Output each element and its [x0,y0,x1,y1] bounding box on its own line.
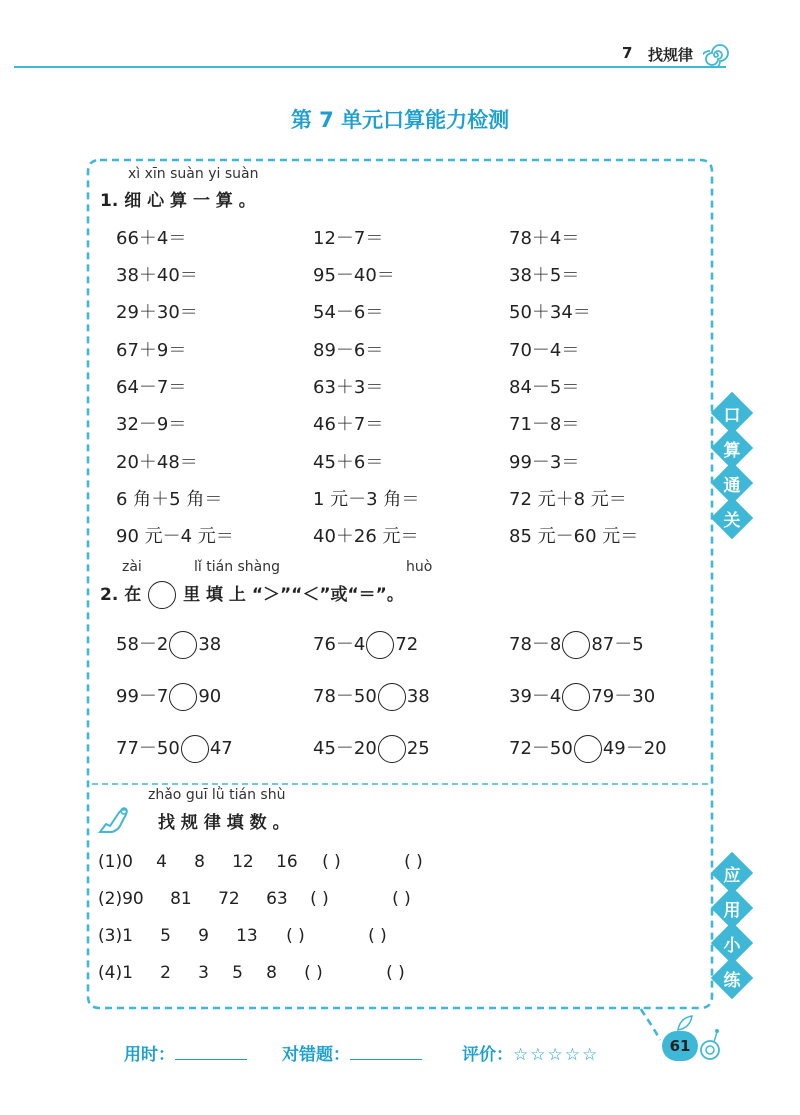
calc-item: 38＋5＝ [509,265,580,286]
sequence-row: (4)1 2 3 5 8 ( ) ( ) [98,963,405,983]
answer-blank[interactable]: ( ) [386,963,405,983]
compare-item: 76－4 72 [313,630,418,659]
calc-item: 70－4＝ [509,340,580,361]
calc-item: 99－3＝ [509,452,580,473]
calc-item: 6 角＋5 角＝ [116,489,223,510]
compare-item: 45－20 25 [313,734,430,763]
calc-item: 67＋9＝ [116,340,187,361]
calc-item: 78＋4＝ [509,228,580,249]
sequence-row: (3)1 5 9 13 ( ) ( ) [98,926,387,946]
section2-pinyin-huo: huò [406,559,433,575]
side-tag-guan: 关 [711,497,753,539]
section2-pinyin-li: lǐ tián shàng [194,559,281,575]
compare-circle[interactable] [378,735,406,763]
page-number: 61 [662,1031,698,1061]
calc-item: 46＋7＝ [313,414,384,435]
errors-blank[interactable] [350,1045,422,1060]
compare-circle[interactable] [169,683,197,711]
answer-blank[interactable]: ( ) [392,889,411,909]
calc-item: 54－6＝ [313,302,384,323]
section2-title-prefix: 2. 在 [100,585,142,605]
footer-rating: 评价：☆☆☆☆☆ [462,1045,600,1065]
side-tag-yong: 用 [711,887,753,929]
compare-item: 39－4 79－30 [509,682,655,711]
footer-errors: 对错题： [282,1040,422,1065]
calc-item: 32－9＝ [116,414,187,435]
compare-circle[interactable] [169,631,197,659]
side-tag-ying: 应 [711,852,753,894]
pointing-hand-icon [96,804,132,836]
section3-title: 找 规 律 填 数 。 [158,813,290,833]
answer-blank[interactable]: ( ) [310,889,329,909]
calc-item: 84－5＝ [509,377,580,398]
chapter-title: 找规律 [648,46,694,64]
section2-title-suffix: 里 填 上 “＞”“＜”或“＝”。 [183,585,404,605]
calc-item: 85 元－60 元＝ [509,526,639,547]
calc-item: 40＋26 元＝ [313,526,419,547]
calc-item: 90 元－4 元＝ [116,526,234,547]
compare-circle[interactable] [378,683,406,711]
compare-item: 72－50 49－20 [509,734,667,763]
side-tag-suan: 算 [711,427,753,469]
answer-blank[interactable]: ( ) [404,852,423,872]
snail-icon [698,1026,724,1062]
time-blank[interactable] [175,1045,247,1060]
calc-item: 29＋30＝ [116,302,198,323]
answer-blank[interactable]: ( ) [322,852,341,872]
leaf-icon [676,1014,694,1032]
side-tag-tong: 通 [711,462,753,504]
page-title: 第 7 单元口算能力检测 [290,108,510,132]
compare-circle[interactable] [562,683,590,711]
compare-item: 78－8 87－5 [509,630,644,659]
calc-item: 66＋4＝ [116,228,187,249]
calc-item: 1 元－3 角＝ [313,489,420,510]
compare-item: 78－50 38 [313,682,430,711]
answer-blank[interactable]: ( ) [286,926,305,946]
calc-item: 95－40＝ [313,265,395,286]
compare-circle[interactable] [366,631,394,659]
calc-item: 45＋6＝ [313,452,384,473]
calc-item: 38＋40＝ [116,265,198,286]
compare-circle[interactable] [574,735,602,763]
section2-pinyin-zai: zài [122,559,142,575]
sequence-row: (2)90 81 72 63 ( ) ( ) [98,889,411,909]
calc-item: 71－8＝ [509,414,580,435]
calc-item: 64－7＝ [116,377,187,398]
calc-item: 72 元＋8 元＝ [509,489,627,510]
footer-time: 用时： [124,1040,247,1065]
compare-item: 99－7 90 [116,682,221,711]
section1-title: 1. 细 心 算 一 算 。 [100,191,256,211]
calc-item: 12－7＝ [313,228,384,249]
side-tag-kou: 口 [711,392,753,434]
calc-item: 89－6＝ [313,340,384,361]
answer-circle-icon [148,581,176,609]
compare-circle[interactable] [562,631,590,659]
side-tag-lian: 练 [711,957,753,999]
compare-item: 77－50 47 [116,734,233,763]
answer-blank[interactable]: ( ) [304,963,323,983]
section1-pinyin: xì xīn suàn yi suàn [128,166,259,182]
compare-item: 58－2 38 [116,630,221,659]
compare-circle[interactable] [181,735,209,763]
calc-item: 50＋34＝ [509,302,591,323]
calc-item: 20＋48＝ [116,452,198,473]
section3-pinyin: zhǎo guī lǜ tián shù [148,787,286,803]
sequence-row: (1)0 4 8 12 16 ( ) ( ) [98,852,423,872]
rating-stars[interactable]: ☆☆☆☆☆ [513,1045,600,1065]
section2-title [100,580,404,609]
chapter-number: 7 [622,44,633,62]
side-tag-xiao: 小 [711,922,753,964]
answer-blank[interactable]: ( ) [368,926,387,946]
calc-item: 63＋3＝ [313,377,384,398]
